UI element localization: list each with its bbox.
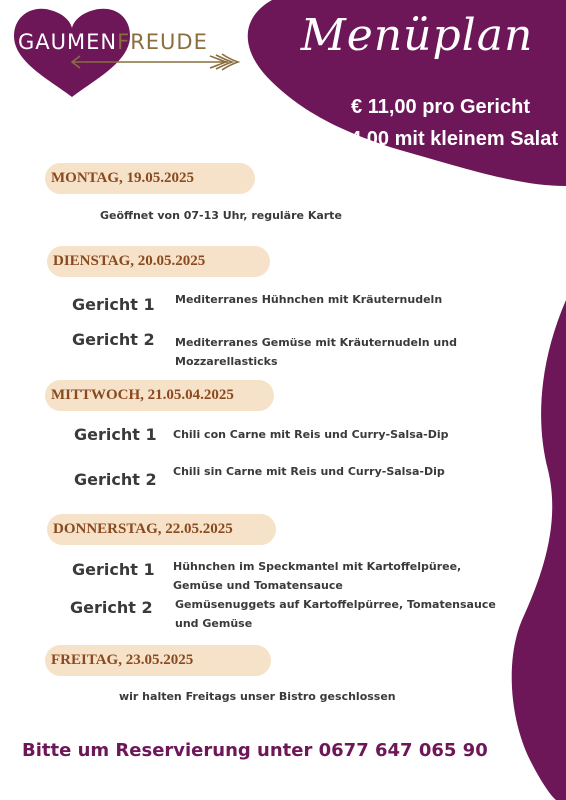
- wednesday-dish1-label: Gericht 1: [74, 425, 157, 444]
- thursday-dish1: Hühnchen im Speckmantel mit Kartoffelpüree, Gemüse und Tomatensauce: [173, 560, 462, 592]
- brand-logo: [18, 30, 208, 54]
- tuesday-dish1: Mediterranes Hühnchen mit Kräuternudeln: [175, 293, 443, 306]
- thursday-dish2: Gemüsenuggets auf Kartoffelpürree, Tomatensauce und Gemüse: [175, 598, 496, 630]
- day-label-wednesday: MITTWOCH, 21.05.04.2025: [45, 380, 274, 411]
- tuesday-dish1-label: Gericht 1: [72, 295, 155, 314]
- wednesday-dish2-label: Gericht 2: [74, 470, 157, 489]
- price-with-salad: € 14,00 mit kleinem Salat: [322, 128, 558, 150]
- thursday-dish2-label: Gericht 2: [70, 598, 153, 617]
- logo-text-part1: GAUMEN: [18, 30, 118, 54]
- thursday-dish1-label: Gericht 1: [72, 560, 155, 579]
- monday-note: Geöffnet von 07-13 Uhr, reguläre Karte: [100, 209, 342, 222]
- wednesday-dish2: Chili sin Carne mit Reis und Curry-Salsa-Dip: [173, 465, 445, 478]
- price-single: € 11,00 pro Gericht: [351, 96, 530, 118]
- friday-note: wir halten Freitags unser Bistro geschlossen: [119, 690, 396, 703]
- wednesday-dish1: Chili con Carne mit Reis und Curry-Salsa-Dip: [173, 428, 449, 441]
- reservation-info: Bitte um Reservierung unter 0677 647 065 90: [22, 740, 488, 761]
- logo-text-part2: FREUDE: [117, 30, 208, 54]
- day-label-friday: FREITAG, 23.05.2025: [45, 645, 271, 676]
- day-label-tuesday: DIENSTAG, 20.05.2025: [47, 246, 270, 277]
- day-label-thursday: DONNERSTAG, 22.05.2025: [47, 514, 276, 545]
- tuesday-dish2: Mediterranes Gemüse mit Kräuternudeln und Mozzarellasticks: [175, 336, 457, 368]
- side-purple-wave: [512, 300, 566, 800]
- day-label-monday: MONTAG, 19.05.2025: [45, 163, 255, 194]
- tuesday-dish2-label: Gericht 2: [72, 330, 155, 349]
- page-title: Menüplan: [300, 10, 534, 61]
